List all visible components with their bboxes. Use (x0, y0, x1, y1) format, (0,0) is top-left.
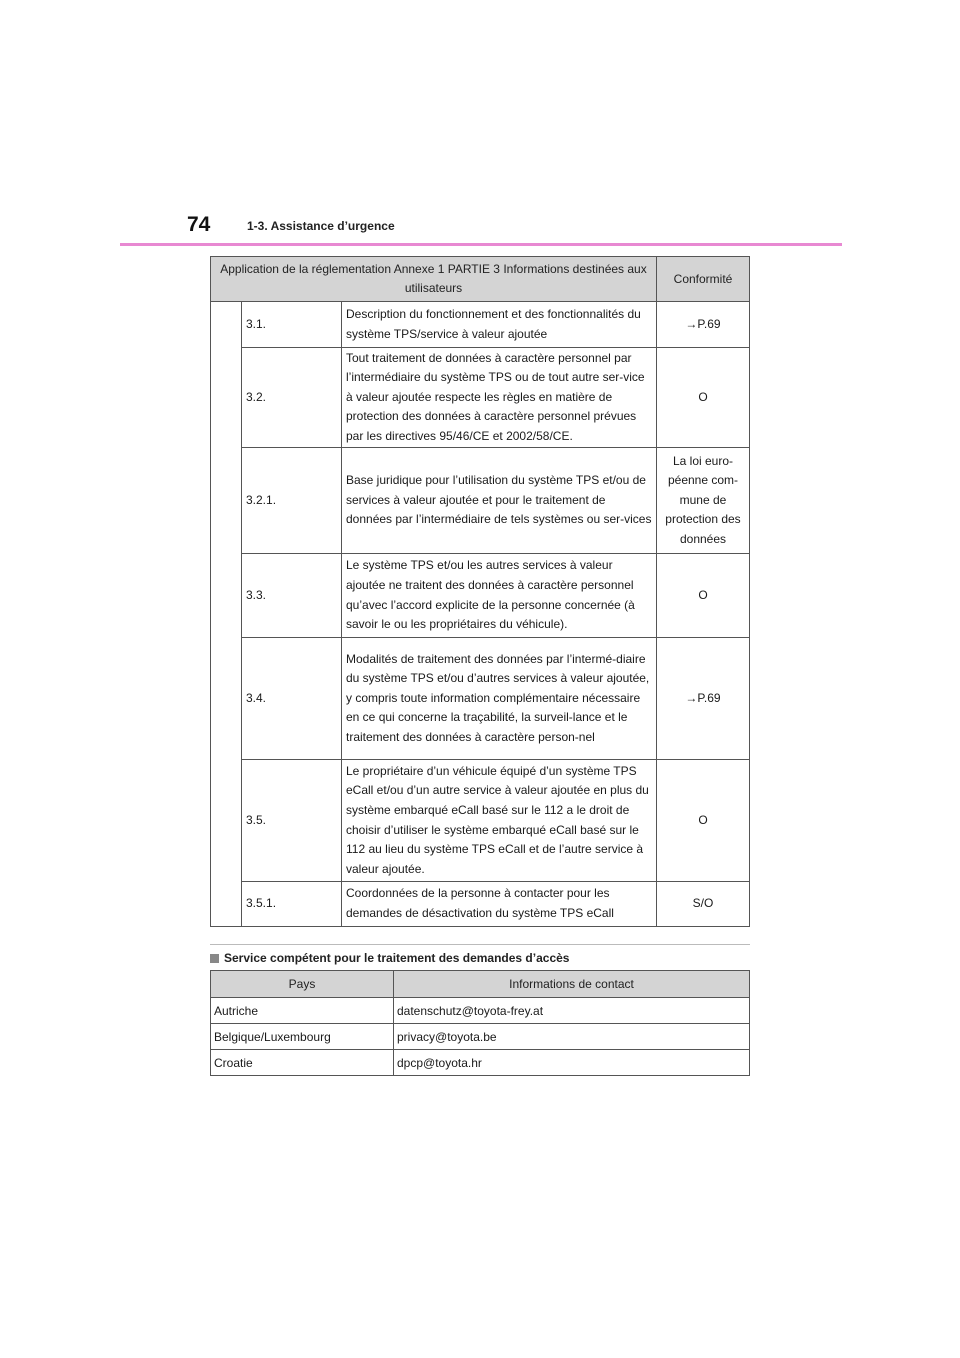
row-conformity: S/O (657, 882, 750, 927)
table-row (211, 638, 750, 760)
table-row (211, 998, 750, 1024)
access-section-heading (210, 951, 569, 965)
contact-cell: datenschutz@toyota-frey.at (394, 998, 750, 1024)
contact-cell: privacy@toyota.be (394, 1024, 750, 1050)
country-cell: Croatie (211, 1050, 394, 1076)
regulation-table-header (211, 257, 750, 302)
table-row (211, 348, 750, 448)
contact-table (210, 970, 750, 1076)
table-row (211, 302, 750, 348)
row-number: 3.2. (242, 348, 342, 448)
application-header: Application de la réglementation Annexe 1 PARTIE 3 Informations destinées aux utilisateurs (211, 257, 657, 302)
header-rule (120, 243, 842, 246)
row-number: 3.5.1. (242, 882, 342, 927)
row-number: 3.2.1. (242, 448, 342, 554)
section-title: 1-3. Assistance d’urgence (247, 219, 395, 233)
row-conformity: O (657, 760, 750, 882)
country-cell: Belgique/Luxembourg (211, 1024, 394, 1050)
table-row (211, 448, 750, 554)
country-header: Pays (211, 971, 394, 998)
country-cell: Autriche (211, 998, 394, 1024)
table-row (211, 554, 750, 638)
row-description: Le propriétaire d’un véhicule équipé d’un système TPS eCall et/ou d’un autre service à valeur ajoutée en plus du système embarqué eCall basé sur le 112 a le droit de choisir d’utiliser le système embarqué eCall basé sur le 112 au lieu du système TPS eCall et de l’autre service à valeur ajoutée. (342, 760, 657, 882)
table-row (211, 1024, 750, 1050)
row-description: Coordonnées de la personne à contacter pour les demandes de désactivation du système TPS eCall (342, 882, 657, 927)
row-number: 3.1. (242, 302, 342, 348)
bullet-square-icon (210, 954, 219, 963)
row-conformity: →P.69 (657, 302, 750, 348)
row-number: 3.4. (242, 638, 342, 760)
row-conformity: La loi euro-péenne com-mune de protection des données (657, 448, 750, 554)
row-number: 3.3. (242, 554, 342, 638)
table-row (211, 882, 750, 927)
row-conformity: O (657, 554, 750, 638)
contact-table-header (211, 971, 750, 998)
row-number: 3.5. (242, 760, 342, 882)
row-description: Le système TPS et/ou les autres services à valeur ajoutée ne traitent des données à caractère personnel qu’avec l’accord explicite de la personne concernée (à savoir le ou les propriétaires du véhicule). (342, 554, 657, 638)
contact-header: Informations de contact (394, 971, 750, 998)
table-row (211, 760, 750, 882)
indent-cell (211, 302, 242, 927)
conformity-header: Conformité (657, 257, 750, 302)
regulation-table (210, 256, 750, 927)
row-conformity: →P.69 (657, 638, 750, 760)
row-description: Base juridique pour l’utilisation du système TPS et/ou de services à valeur ajoutée et pour le traitement de données par l’intermédiaire de tels systèmes ou ser-vices (342, 448, 657, 554)
subsection-divider (210, 944, 750, 945)
table-row (211, 1050, 750, 1076)
contact-cell: dpcp@toyota.hr (394, 1050, 750, 1076)
row-description: Tout traitement de données à caractère personnel par l’intermédiaire du système TPS ou de tout autre ser-vice à valeur ajoutée respecte les règles en matière de protection des données à caractère personnel prévues par les directives 95/46/CE et 2002/58/CE. (342, 348, 657, 448)
row-description: Description du fonctionnement et des fonctionnalités du système TPS/service à valeur ajoutée (342, 302, 657, 348)
access-section-heading-text: Service compétent pour le traitement des demandes d’accès (224, 951, 570, 965)
row-conformity: O (657, 348, 750, 448)
page-number: 74 (187, 213, 211, 236)
row-description: Modalités de traitement des données par l’intermé-diaire du système TPS et/ou d’autres services à valeur ajoutée, y compris toute information complémentaire nécessaire en ce qui concerne la traçabilité, la surveil-lance et le traitement des données à caractère person-nel (342, 638, 657, 760)
